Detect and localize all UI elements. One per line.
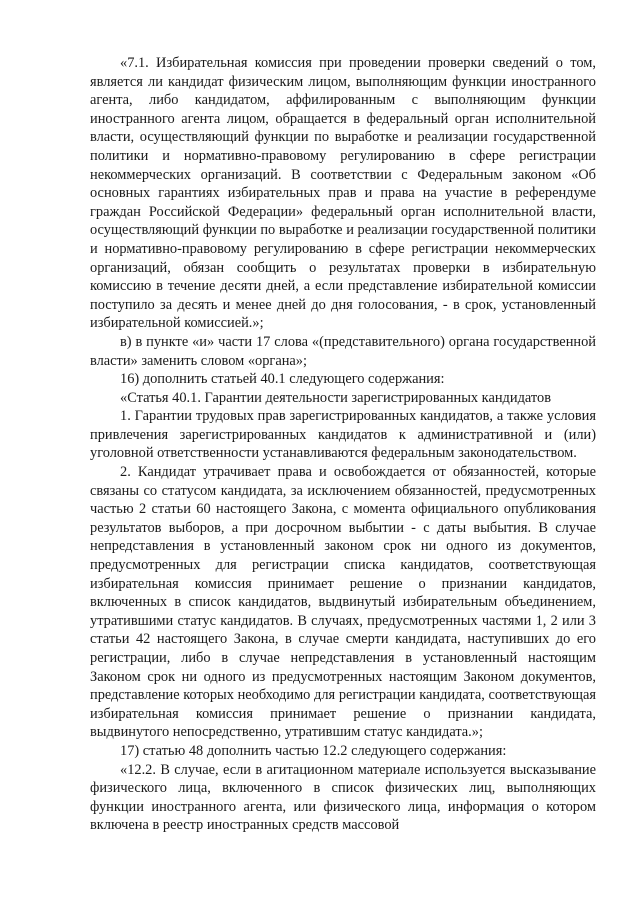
document-page (90, 54, 596, 835)
paragraph-article-40-1-part-2: 2. Кандидат утрачивает права и освобождается от обязанностей, которые связаны со статусом кандидата, за исключением обязанностей, предусмотренных частью 2 статьи 60 настоящего Закона, с момента официального опубликования результатов выборов, а при досрочном выбытии - с даты выбытия. В случае непредставления в установленный законом срок ни одного из документов, предусмотренных для регистрации списка кандидатов, соответствующая избирательная комиссия принимает решение о признании кандидатов, включенных в список кандидатов, выдвинутый избирательным объединением, утратившими статус кандидатов. В случаях, предусмотренных частями 1, 2 или 3 статьи 42 настоящего Закона, в случае смерти кандидата, наступивших до его регистрации, либо в случае непредставления в установленный настоящим Законом срок ни одного из предусмотренных настоящим Законом документов, представление которых необходимо для регистрации кандидата, соответствующая избирательная комиссия принимает решение о признании кандидата, выдвинутого непосредственно, утратившим статус кандидата.»; (90, 464, 596, 741)
paragraph-item-16: 16) дополнить статьей 40.1 следующего содержания: (120, 371, 445, 388)
paragraph-12-2: «12.2. В случае, если в агитационном материале используется высказывание физического лица, включенного в список физических лиц, выполняющих функции иностранного агента, или физического лица, информация о котором включена в реестр иностранных средств массовой (90, 761, 596, 834)
paragraph-article-40-1-part-1: 1. Гарантии трудовых прав зарегистрированных кандидатов, а также условия привлечения зарегистрированных кандидатов к административной и (или) уголовной ответственности устанавливаются федеральным законодательством. (90, 408, 596, 462)
paragraph-7-1: «7.1. Избирательная комиссия при проведении проверки сведений о том, является ли кандидат физическим лицом, выполняющим функции иностранного агента, либо кандидатом, аффилированным с выполняющим функции иностранного агента лицом, обращается в федеральный орган исполнительной власти, осуществляющий функции по выработке и реализации государственной политики и нормативно-правовому регулированию в сфере регистрации некоммерческих организаций. В соответствии с Федеральным законом «Об основных гарантиях избирательных прав и права на участие в референдуме граждан Российской Федерации» федеральный орган исполнительной власти, осуществляющий функции по выработке и реализации государственной политики и нормативно-правовому регулированию в сфере регистрации некоммерческих организаций, обязан сообщить о результатах проверки в избирательную комиссию в течение десяти дней, а если представление избирательной комиссии поступило за десять и менее дней до дня голосования, - в срок, установленный избирательной комиссией.»; (90, 55, 596, 332)
article-40-1-heading: «Статья 40.1. Гарантии деятельности зарегистрированных кандидатов (120, 389, 551, 406)
paragraph-item-17: 17) статью 48 дополнить частью 12.2 следующего содержания: (120, 742, 507, 759)
paragraph-subitem-v: в) в пункте «и» части 17 слова «(представительного) органа государственной власти» заменить словом «органа»; (90, 333, 596, 369)
